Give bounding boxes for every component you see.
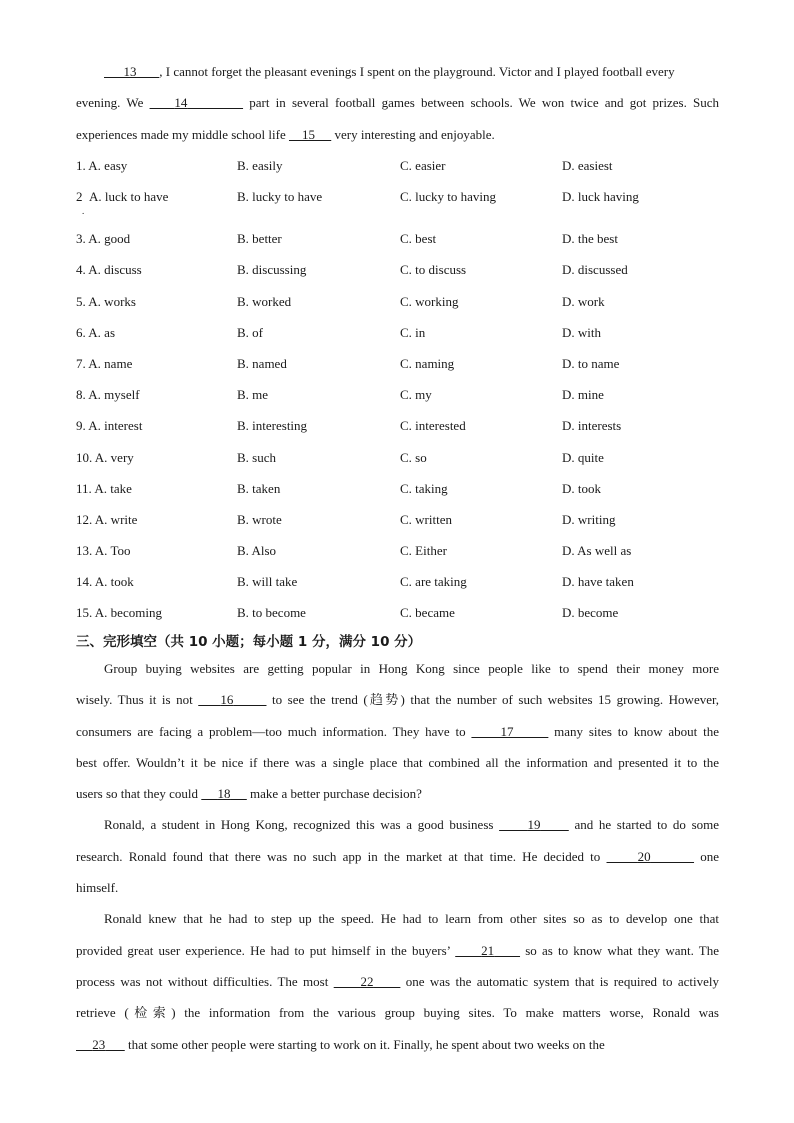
passage-2-line: wisely. Thus it is not 16 to see the trend (趋势) that the number of such websites 15 growing. However, <box>76 692 720 708</box>
passage-2-line: himself. <box>76 880 119 896</box>
question-row: 15. A. becoming B. to become C. became D. become <box>76 605 619 621</box>
question-row: 9. A. interest B. interesting C. interested D. interests <box>76 418 622 434</box>
blank-23: 23 <box>92 1036 106 1052</box>
question-row: 6. A. as B. of C. in D. with <box>76 324 601 340</box>
passage-2-line: Ronald knew that he had to step up the speed. He had to learn from other sites so as to develop one that <box>104 911 719 927</box>
blank-13: 13 <box>123 64 137 79</box>
question-row: 10. A. very B. such C. so D. quite <box>76 449 604 465</box>
passage-1-line: 13 , I cannot forget the pleasant evenings I spent on the playground. Victor and I played football every <box>123 64 675 79</box>
blank-14: 14 <box>174 95 188 111</box>
options-list <box>76 152 736 631</box>
passage-2-line: consumers are facing a problem—too much information. They have to 17 many sites to know about the <box>76 723 719 739</box>
question-row: 7. A. name B. named C. naming D. to name <box>76 355 620 371</box>
question-row: 8. A. myself B. me C. my D. mine <box>76 387 604 403</box>
section-heading: 三、完形填空（共 10 小题；每小题 1 分，满分 10 分） <box>76 634 422 650</box>
blank-21: 21 <box>481 942 495 958</box>
passage-1-line: evening. We 14 part in several football games between schools. We won twice and got prizes. Such <box>76 95 720 111</box>
passage-2-line: Ronald, a student in Hong Kong, recognized this was a good business 19 and he started to do some <box>104 817 720 833</box>
passage-2-line: best offer. Wouldn’t it be nice if there was a single place that combined all the information and presented it to the <box>76 754 719 770</box>
question-row: 4. A. discuss B. discussing C. to discuss D. discussed <box>76 262 628 278</box>
blank-20: 20 <box>637 848 651 864</box>
question-row: 14. A. took B. will take C. are taking D. have taken <box>76 574 634 590</box>
passage-2-line: Group buying websites are getting popular in Hong Kong since people like to spend their money more <box>104 661 719 676</box>
blank-16: 16 <box>220 692 234 708</box>
passage-2 <box>76 653 719 1060</box>
question-row: 13. A. Too B. Also C. Either D. As well as <box>76 543 632 559</box>
passage-1-line: experiences made my middle school life 15 very interesting and enjoyable. <box>76 126 495 142</box>
passage-2-line: users so that they could 18 make a better purchase decision? <box>76 786 422 802</box>
passage-2-line: retrieve (检索) the information from the various group buying sites. To make matters worse, Ronald was <box>76 1005 719 1021</box>
blank-15: 15 <box>301 126 315 142</box>
stray-mark: . <box>82 206 85 217</box>
blank-18: 18 <box>217 786 231 802</box>
passage-2-line: 23 that some other people were starting to work on it. Finally, he spent about two weeks on the <box>92 1036 605 1052</box>
passage-1 <box>76 56 719 150</box>
passage-2-line: process was not without difficulties. The most 22 one was the automatic system that is required to actively <box>76 973 720 989</box>
blank-19: 19 <box>527 817 541 833</box>
passage-2-line: research. Ronald found that there was no such app in the market at that time. He decided to 20 one <box>76 848 720 864</box>
question-row: 12. A. write B. wrote C. written D. writing <box>76 511 616 527</box>
blank-17: 17 <box>500 723 514 739</box>
question-row: 2 A. luck to have . B. lucky to have C. lucky to having D. luck having <box>76 189 639 217</box>
blank-22: 22 <box>360 973 374 989</box>
question-row: 11. A. take B. taken C. taking D. took <box>76 480 601 496</box>
question-row: 5. A. works B. worked C. working D. work <box>76 293 605 309</box>
question-row: 1. A. easy B. easily C. easier D. easiest <box>76 158 613 173</box>
question-row: 3. A. good B. better C. best D. the best <box>76 231 618 247</box>
passage-2-line: provided great user experience. He had to put himself in the buyers’ 21 so as to know what they want. The <box>76 942 720 958</box>
